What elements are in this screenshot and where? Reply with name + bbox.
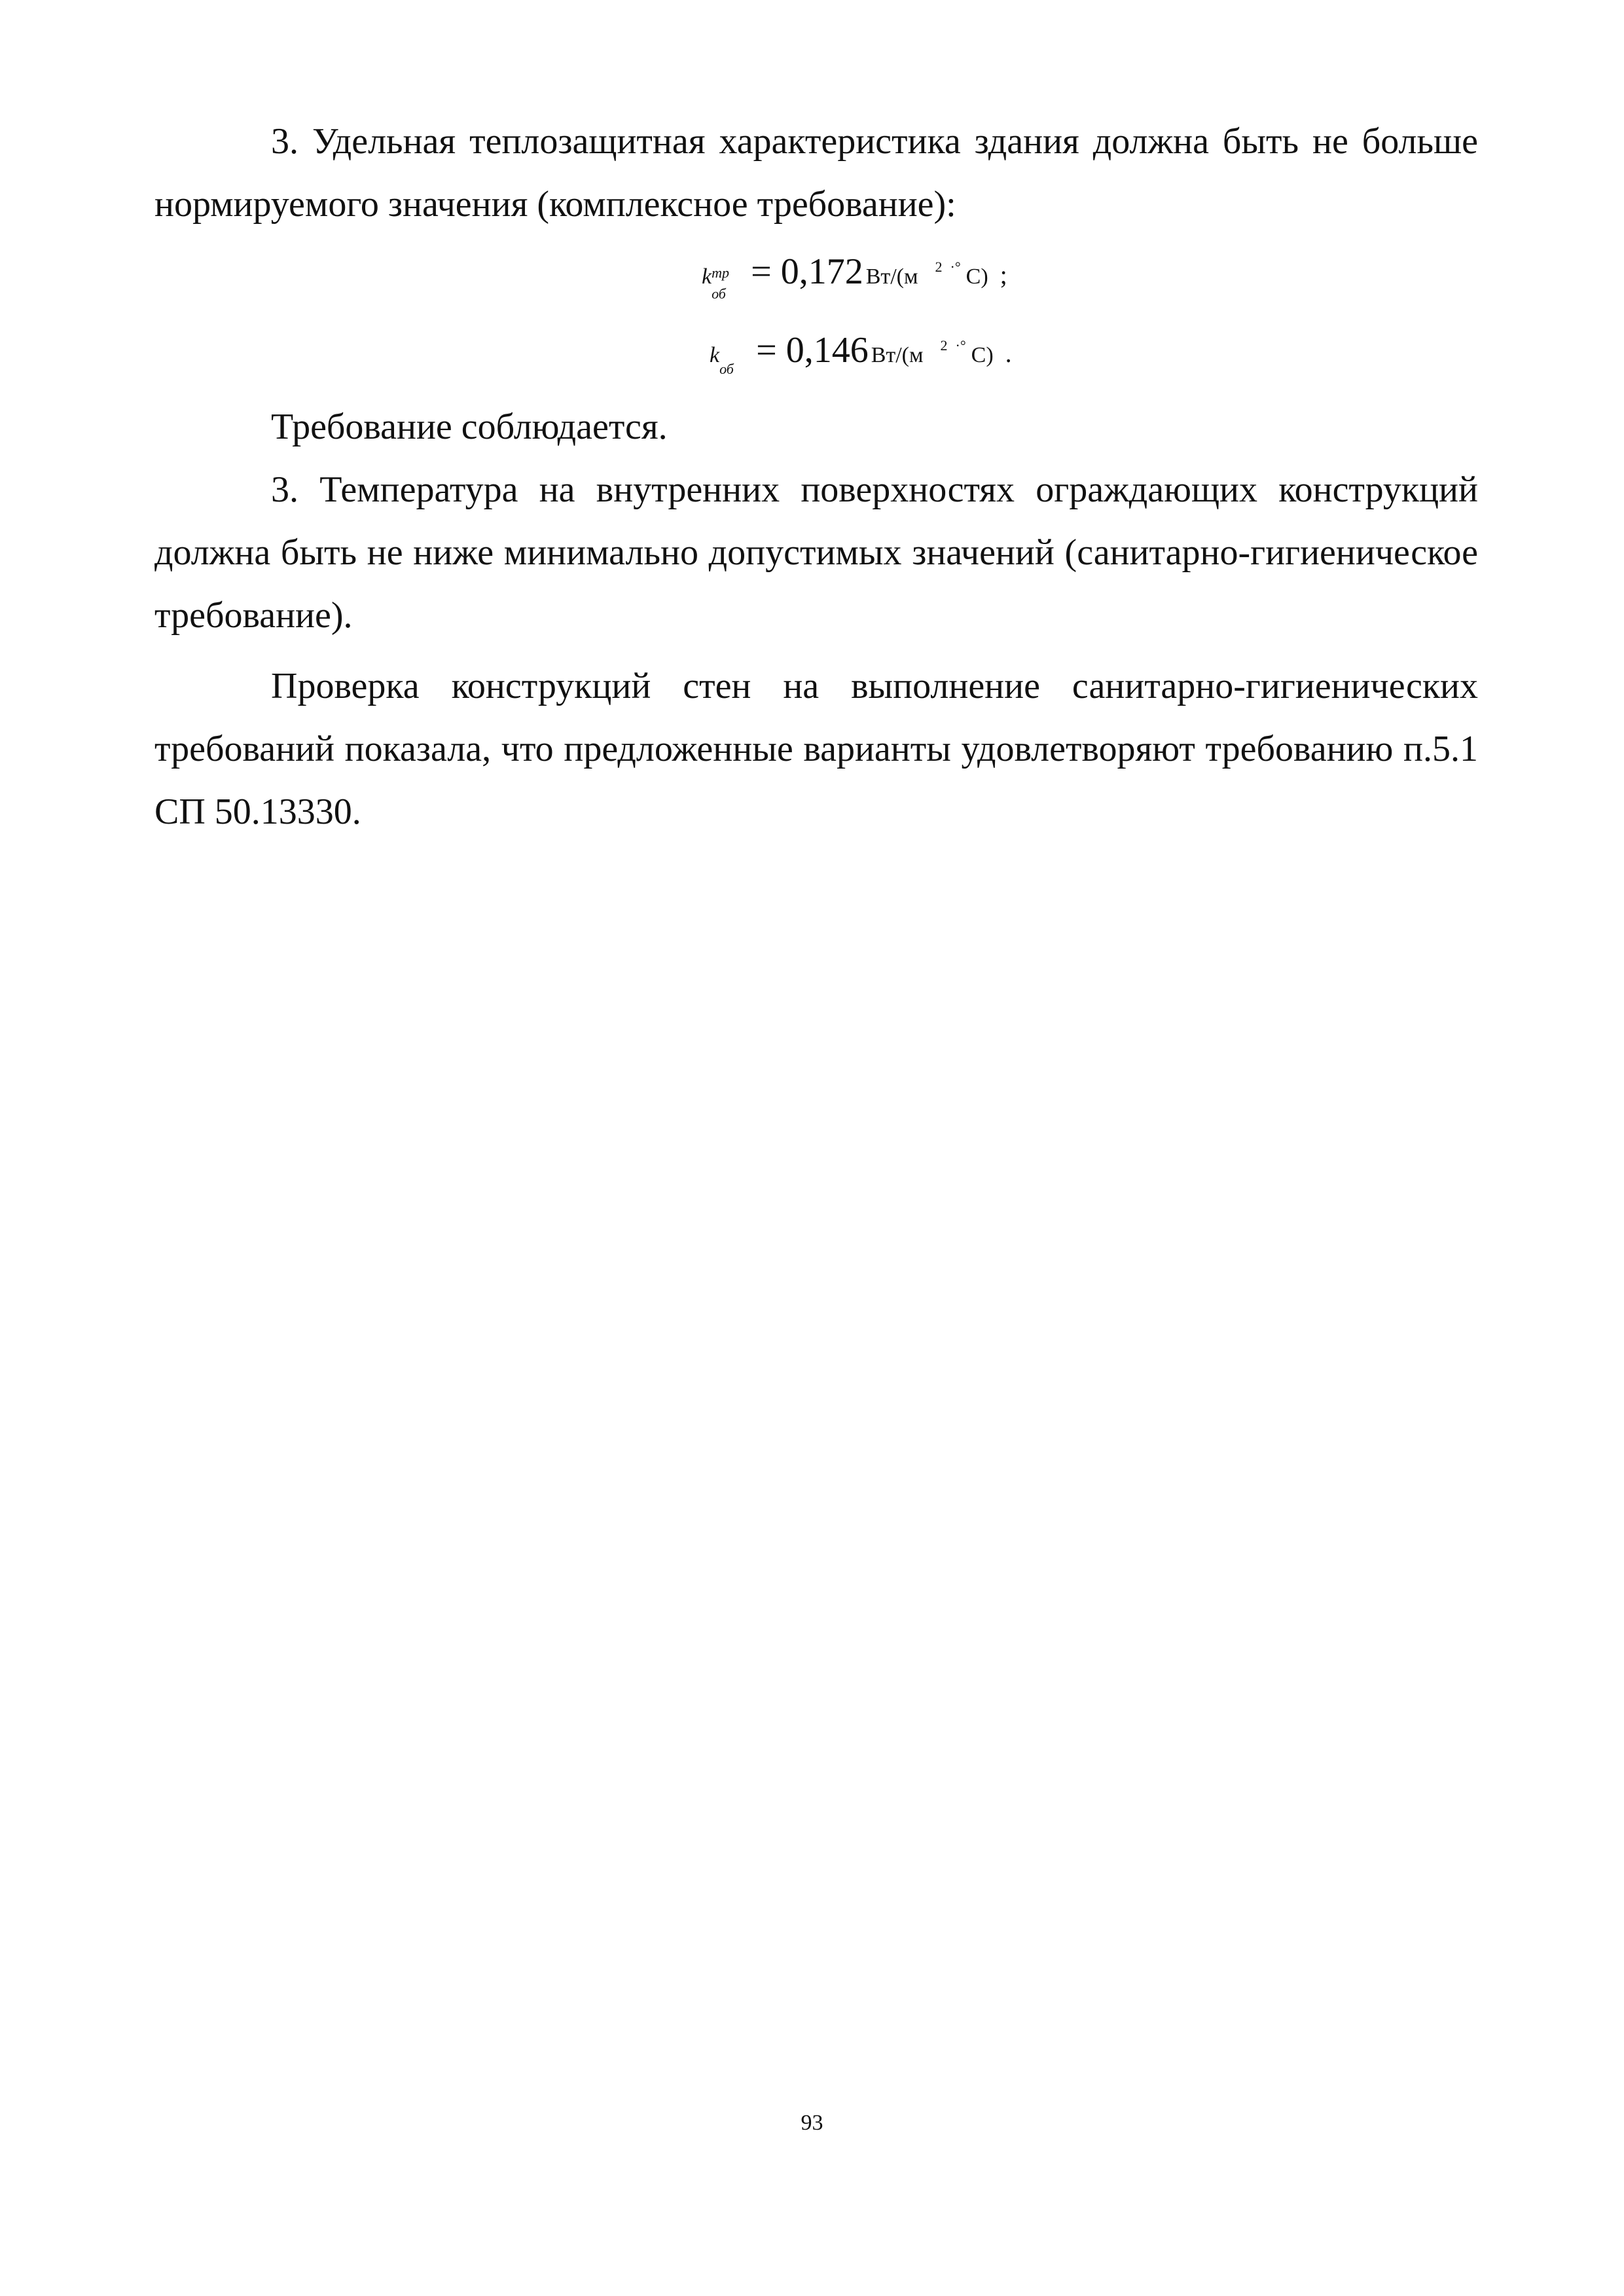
formula-subscript: об — [719, 361, 734, 377]
formula-unit-power: 2 — [940, 337, 948, 354]
formula-equals: = — [751, 251, 772, 292]
formula-equals: = — [756, 330, 777, 371]
formula-symbol: k — [710, 343, 720, 367]
paragraph-requirement-met: Требование соблюдается. — [271, 407, 668, 447]
formula-unit-power: 2 — [935, 259, 943, 275]
formula-value: 0,146 — [785, 330, 869, 371]
formula-value: 0,172 — [780, 251, 863, 292]
formula-actual-heat-characteristic — [710, 327, 1012, 380]
page-number: 93 — [801, 2111, 823, 2135]
formula-unit-degree: ·° — [955, 337, 966, 354]
formula-unit-end: С) — [971, 343, 994, 367]
formula-punctuation: ; — [1000, 260, 1007, 289]
formula-symbol: k — [702, 264, 712, 289]
paragraph-heat-protection-requirement: 3. Удельная теплозащитная характеристика здания должна быть не больше нормируемого значения (комплексное требование): — [154, 121, 1478, 225]
formula-unit: Вт/(м — [871, 343, 924, 367]
paragraph-surface-temperature-requirement: 3. Температура на внутренних поверхностях ограждающих конструкций должна быть не ниже минимально допустимых значений (санитарно-гигиеническое требование). — [154, 469, 1478, 636]
formula-subscript: об — [712, 285, 726, 302]
formula-unit: Вт/(м — [865, 264, 918, 289]
formula-punctuation: . — [1005, 338, 1012, 368]
paragraph-wall-check-result: Проверка конструкций стен на выполнение санитарно-гигиенических требований показала, что предложенные варианты удовлетворяют требованию п.5.1 СП 50.13330. — [154, 666, 1478, 832]
formula-required-heat-characteristic — [702, 249, 1007, 302]
formula-superscript: тр — [712, 264, 729, 282]
formula-indices — [712, 255, 751, 302]
formula-unit-end: С) — [965, 264, 988, 289]
formula-unit-degree: ·° — [950, 259, 961, 275]
